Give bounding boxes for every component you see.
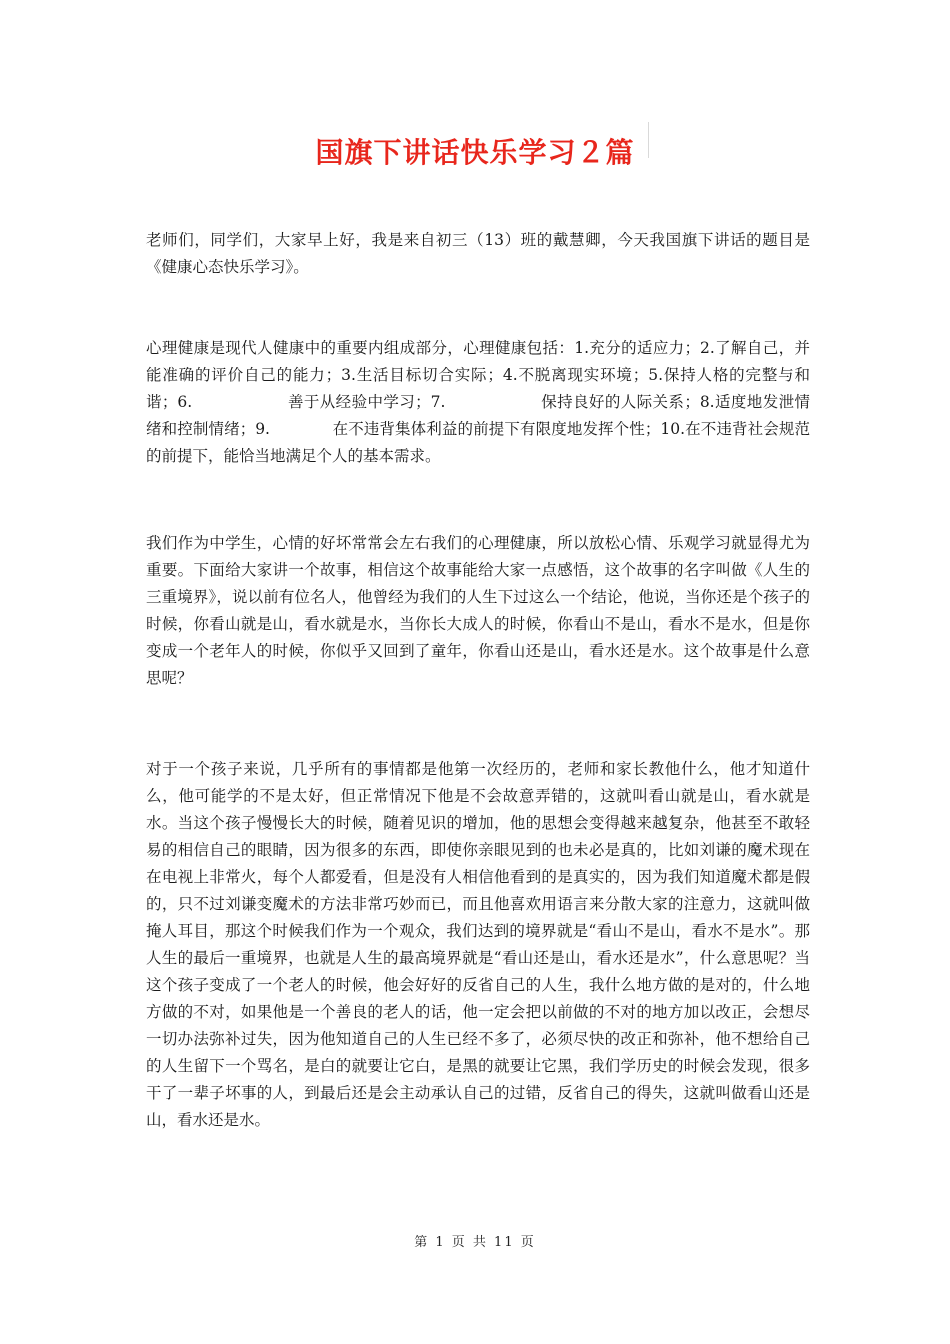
document-title: 国旗下讲话快乐学习２篇 bbox=[315, 135, 635, 169]
paragraph-greeting: 老师们，同学们，大家早上好，我是来自初三（13）班的戴慧卿，今天我国旗下讲话的题目是《健康心态快乐学习》。 bbox=[146, 231, 810, 276]
paragraph-story: 我们作为中学生，心情的好坏常常会左右我们的心理健康，所以放松心情、乐观学习就显得尤为重要。下面给大家讲一个故事，相信这个故事能给大家一点感悟，这个故事的名字叫做《人生的三重境界》，说以前有位名人，他曾经为我们的人生下过这么一个结论，他说，当你还是个孩子的时候，你看山就是山，看水就是水，当你长大成人的时候，你看山不是山，看水不是水，但是你变成一个老年人的时候，你似乎又回到了童年，你看山还是山，看水还是水。这个故事是什么意思呢？ bbox=[146, 534, 810, 687]
text-cursor-mark bbox=[648, 122, 649, 158]
paragraph-explanation: 对于一个孩子来说，几乎所有的事情都是他第一次经历的，老师和家长教他什么，他才知道什么，他可能学的不是太好，但正常情况下他是不会故意弄错的，这就叫看山就是山，看水就是水。当这个孩子慢慢长大的时候，随着见识的增加，他的思想会变得越来越复杂，他甚至不敢轻易的相信自己的眼睛，因为很多的东西，即使你亲眼见到的也未必是真的，比如刘谦的魔术现在在电视上非常火，每个人都爱看，但是没有人相信他看到的是真实的，因为我们知道魔术都是假的，只不过刘谦变魔术的方法非常巧妙而已，而且他喜欢用语言来分散大家的注意力，这就叫做掩人耳目，那这个时候我们作为一个观众，我们达到的境界就是“看山不是山，看水不是水”。那人生的最后一重境界，也就是人生的最高境界就是“看山还是山，看水还是水”，什么意思呢？当这个孩子变成了一个老人的时候，他会好好的反省自己的人生，我什么地方做的是对的，什么地方做的不对，如果他是一个善良的老人的话，他一定会把以前做的不对的地方加以改正，会想尽一切办法弥补过失，因为他知道自己的人生已经不多了，必须尽快的改正和弥补，他不想给自己的人生留下一个骂名，是白的就要让它白，是黑的就要让它黑，我们学历史的时候会发现，很多干了一辈子坏事的人，到最后还是会主动承认自己的过错，反省自己的得失，这就叫做看山还是山，看水还是水。 bbox=[146, 760, 810, 1129]
paragraph-mental-health: 心理健康是现代人健康中的重要内组成部分，心理健康包括：1.充分的适应力；2.了解自己，并能准确的评价自己的能力；3.生活目标切合实际；4.不脱离现实环境；5.保持人格的完整与和谐；6. 善于从经验中学习；7. 保持良好的人际关系；8.适度地发泄情绪和控制情绪；9. 在不违背集体利益的前提下有限度地发挥个性；10.在不违背社会规范的前提下，能恰当地满足个人的基本需求。 bbox=[146, 339, 810, 465]
page-footer: 第 1 页 共 11 页 bbox=[414, 1235, 536, 1250]
